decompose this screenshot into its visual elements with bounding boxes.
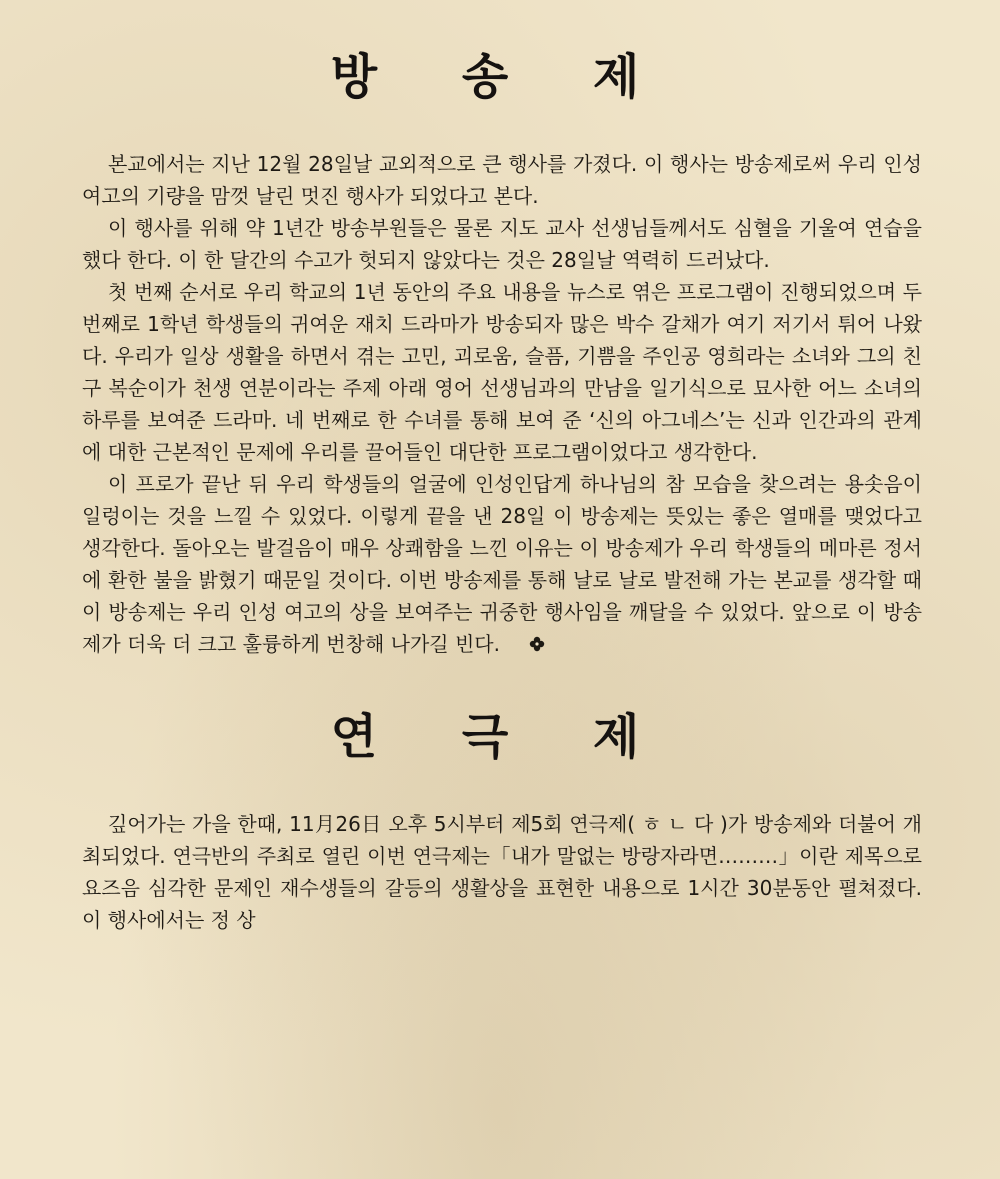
section-title-drama-festival: 연 극 제 <box>330 709 674 765</box>
section-body-drama-festival <box>82 808 922 936</box>
paragraph: 이 행사를 위해 약 1년간 방송부원들은 물론 지도 교사 선생님들께서도 심혈을 기울여 연습을 했다 한다. 이 한 달간의 수고가 헛되지 않았다는 것은 28일날 역력히 드러났다. <box>82 216 922 272</box>
paragraph-text: 이 프로가 끝난 뒤 우리 학생들의 얼굴에 인성인답게 하나님의 참 모습을 찾으려는 용솟음이 일렁이는 것을 느낄 수 있었다. 이렇게 끝을 낸 28일 이 방송제는 뜻있는 좋은 열매를 맺었다고 생각한다. 돌아오는 발걸음이 매우 상쾌함을 느낀 이유는 이 방송제가 우리 학생들의 메마른 정서에 환한 불을 밝혔기 때문일 것이다. 이번 방송제를 통해 날로 날로 발전해 가는 본교를 생각할 때 이 방송제는 우리 인성 여고의 상을 보여주는 귀중한 행사임을 깨달을 수 있었다. 앞으로 이 방송제가 더욱 더 크고 훌륭하게 번창해 나가길 빈다. <box>82 472 922 656</box>
section-body-broadcast-festival <box>82 148 922 660</box>
flower-ornament-icon <box>502 630 520 648</box>
paragraph: 첫 번째 순서로 우리 학교의 1년 동안의 주요 내용을 뉴스로 엮은 프로그램이 진행되었으며 두 번째로 1학년 학생들의 귀여운 재치 드라마가 방송되자 많은 박수 갈채가 여기 저기서 튀어 나왔다. 우리가 일상 생활을 하면서 겪는 고민, 괴로움, 슬픔, 기쁨을 주인공 영희라는 소녀와 그의 친구 복순이가 천생 연분이라는 주제 아래 영어 선생님과의 만남을 일기식으로 묘사한 어느 소녀의 하루를 보여준 드라마. 네 번째로 한 수녀를 통해 보여 준 ‘신의 아그네스’는 신과 인간과의 관계에 대한 근본적인 문제에 우리를 끌어들인 대단한 프로그램이었다고 생각한다. <box>82 280 922 464</box>
paragraph: 깊어가는 가을 한때, 11月26日 오후 5시부터 제5회 연극제( ㅎ ㄴ 다 )가 방송제와 더불어 개최되었다. 연극반의 주최로 열린 이번 연극제는「내가 말없는 방랑자라면………」이란 제목으로 요즈음 심각한 문제인 재수생들의 갈등의 생활상을 표현한 내용으로 1시간 30분동안 펼쳐졌다. 이 행사에서는 정 상 <box>82 812 922 932</box>
paragraph: 본교에서는 지난 12월 28일날 교외적으로 큰 행사를 가졌다. 이 행사는 방송제로써 우리 인성여고의 기량을 맘껏 날린 멋진 행사가 되었다고 본다. <box>82 152 922 208</box>
paragraph-last <box>82 468 922 660</box>
section-title-broadcast-festival: 방 송 제 <box>330 49 674 105</box>
